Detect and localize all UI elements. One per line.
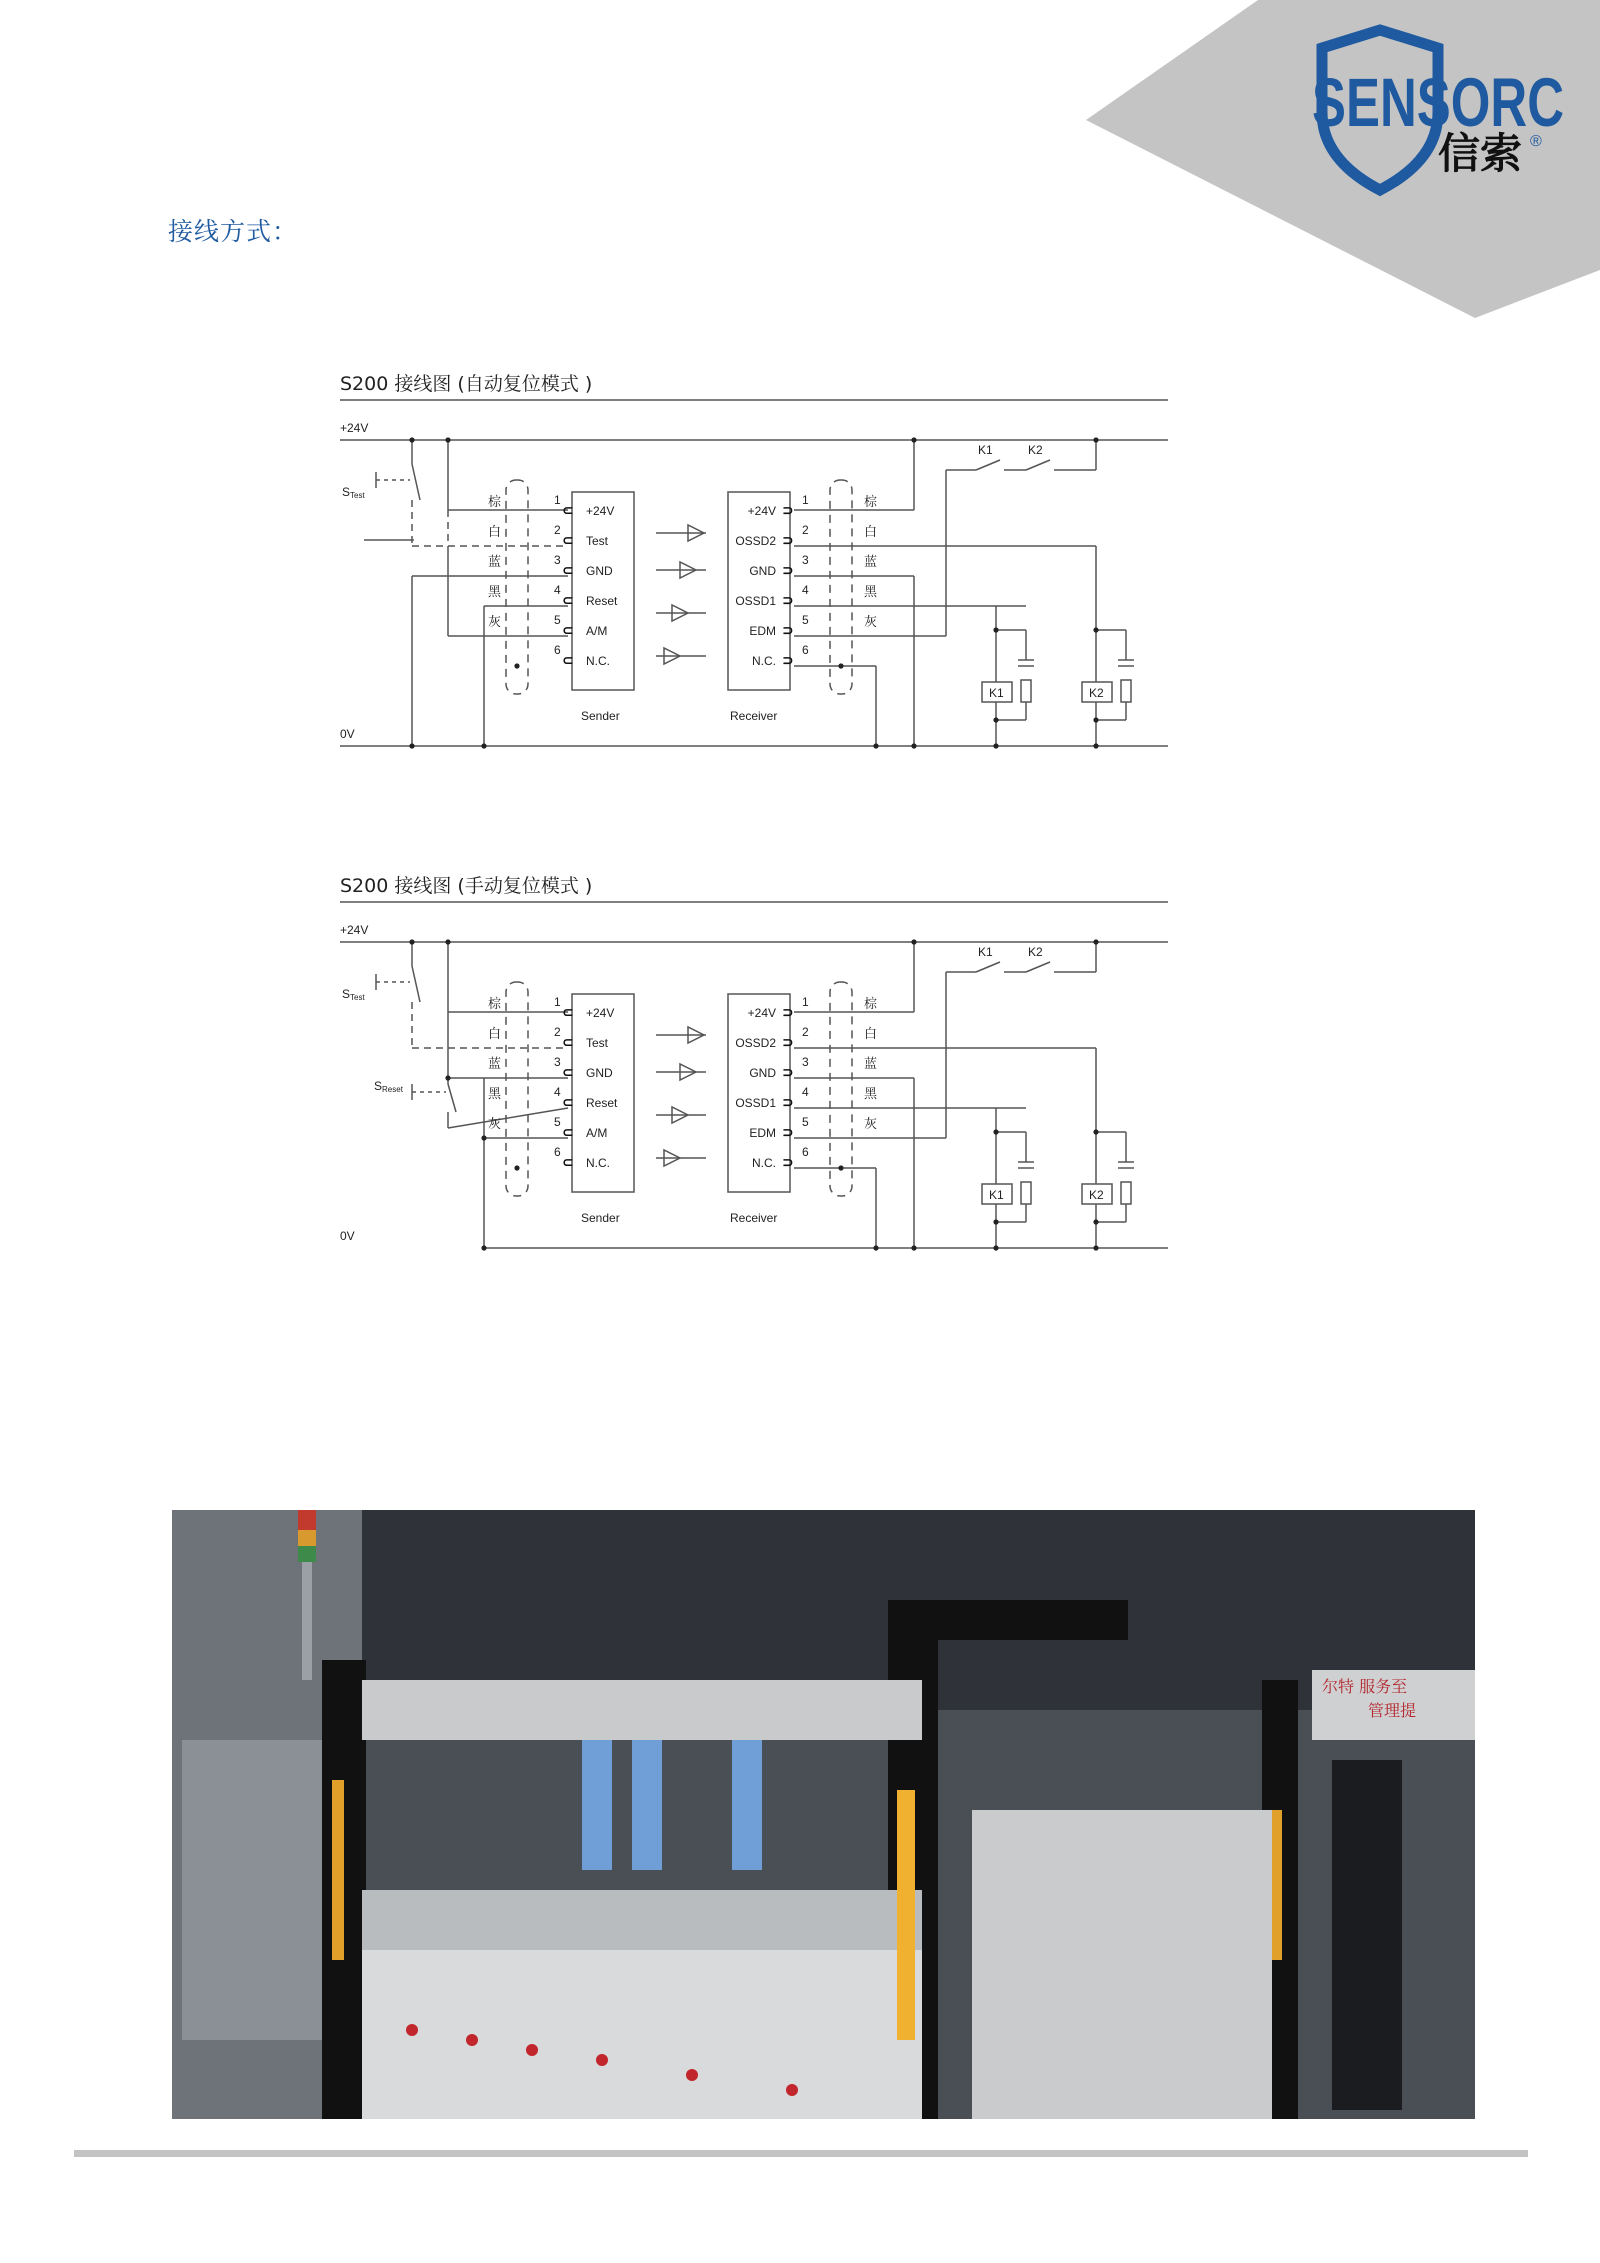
operator-silhouette (1332, 1760, 1402, 2110)
svg-text:⊃: ⊃ (782, 1094, 794, 1110)
blue-fixture-2 (632, 1740, 662, 1870)
light-beam-arrows (656, 1027, 706, 1166)
machine-deck (362, 1890, 922, 1950)
sender-label: Sender (581, 709, 620, 723)
receiver-pin-label-1: +24V (747, 504, 776, 518)
receiver-pin-label-3: GND (749, 1066, 776, 1080)
wire-color-labels (488, 494, 878, 629)
svg-text:⊃: ⊃ (782, 1124, 794, 1140)
emergency-button-4 (596, 2054, 608, 2066)
receiver-pin-label-6: N.C. (752, 654, 776, 668)
sender-pin-labels (586, 1006, 618, 1170)
sender-pin-number-1: 1 (554, 995, 561, 1009)
test-switch-label: STest (342, 987, 365, 1002)
sender-pin-number-5: 5 (554, 1115, 561, 1129)
receiver-pin-label-2: OSSD2 (735, 534, 776, 548)
receiver-pin-label-6: N.C. (752, 1156, 776, 1170)
svg-text:⊃: ⊃ (782, 1004, 794, 1020)
sender-pin-label-6: N.C. (586, 1156, 610, 1170)
cable-sheath-right (830, 982, 852, 1196)
receiver-pin-number-5: 5 (802, 613, 809, 627)
svg-text:⊂: ⊂ (562, 1004, 574, 1020)
relay-contact-label-k1: K1 (978, 443, 993, 457)
upper-gantry (362, 1680, 922, 1740)
relay-coil-label-k1: K1 (989, 1188, 1004, 1202)
receiver-label: Receiver (730, 1211, 778, 1225)
svg-text:⊂: ⊂ (562, 1034, 574, 1050)
safety-light-curtain-right (897, 1790, 915, 2040)
footer-rule (74, 2150, 1528, 2157)
sender-pin-label-1: +24V (586, 1006, 615, 1020)
safety-light-curtain-far (1272, 1810, 1282, 1960)
wire-color-right-4: 黑 (864, 1086, 878, 1101)
receiver-wires (794, 440, 1096, 746)
receiver-pin-number-4: 4 (802, 1085, 809, 1099)
sender-pin-label-3: GND (586, 564, 613, 578)
receiver-pin-labels (735, 1006, 776, 1170)
svg-text:⊃: ⊃ (782, 532, 794, 548)
wire-color-right-1: 棕 (864, 494, 878, 509)
relay-contacts (946, 440, 1096, 470)
ground-label: 0V (340, 727, 355, 741)
section-heading: 接线方式： (168, 217, 299, 246)
sender-pin-labels (586, 504, 618, 668)
relay-coil-label-k2: K2 (1089, 1188, 1104, 1202)
svg-text:⊂: ⊂ (562, 1124, 574, 1140)
svg-text:⊃: ⊃ (782, 652, 794, 668)
second-machine-body (972, 1810, 1272, 2119)
receiver-pin-number-6: 6 (802, 643, 809, 657)
svg-text:⊂: ⊂ (562, 1154, 574, 1170)
relay-coil-label-k1: K1 (989, 686, 1004, 700)
receiver-label: Receiver (730, 709, 778, 723)
receiver-pin-label-5: EDM (749, 624, 776, 638)
cable-sheath-left (506, 480, 528, 694)
svg-text:⊂: ⊂ (562, 1094, 574, 1110)
svg-text:⊃: ⊃ (782, 562, 794, 578)
receiver-pin-label-3: GND (749, 564, 776, 578)
receiver-pin-label-2: OSSD2 (735, 1036, 776, 1050)
wiring-diagram-manual-reset (336, 862, 1176, 1362)
wire-color-left-5: 灰 (488, 1116, 502, 1131)
svg-text:⊃: ⊃ (782, 1154, 794, 1170)
receiver-pin-number-6: 6 (802, 1145, 809, 1159)
sender-pin-number-5: 5 (554, 613, 561, 627)
test-switch (376, 942, 420, 1046)
cable-sheath-left (506, 982, 528, 1196)
wire-color-left-3: 蓝 (488, 1056, 502, 1071)
sender-pin-number-3: 3 (554, 553, 561, 567)
cable-sheath-right (830, 480, 852, 694)
sender-pin-label-5: A/M (586, 1126, 608, 1140)
svg-text:⊂: ⊂ (562, 502, 574, 518)
wire-color-right-3: 蓝 (864, 1056, 878, 1071)
factory-photo (172, 1510, 1475, 2119)
stack-light-red (298, 1510, 316, 1530)
sender-pin-number-2: 2 (554, 523, 561, 537)
receiver-pin-number-1: 1 (802, 995, 809, 1009)
diagram-title: S200 接线图 (自动复位模式 ) (340, 373, 593, 395)
wire-color-right-5: 灰 (864, 1116, 878, 1131)
svg-text:⊂: ⊂ (562, 652, 574, 668)
sender-pin-label-4: Reset (586, 1096, 618, 1110)
wire-color-left-1: 棕 (488, 494, 502, 509)
sender-pin-number-6: 6 (554, 1145, 561, 1159)
blue-fixture-3 (732, 1740, 762, 1870)
wire-color-left-4: 黑 (488, 584, 502, 599)
relay-contact-label-k1: K1 (978, 945, 993, 959)
reset-switch (412, 1078, 456, 1128)
wire-color-left-4: 黑 (488, 1086, 502, 1101)
sender-pin-label-5: A/M (586, 624, 608, 638)
wire-color-labels (488, 996, 878, 1131)
emergency-button-2 (466, 2034, 478, 2046)
receiver-pin-label-4: OSSD1 (735, 1096, 776, 1110)
header-corner-band (0, 0, 1600, 330)
sender-pin-label-3: GND (586, 1066, 613, 1080)
sender-pin-number-4: 4 (554, 583, 561, 597)
sender-pin-label-2: Test (586, 534, 609, 548)
emergency-button-1 (406, 2024, 418, 2036)
receiver-connector-glyphs (782, 502, 794, 668)
svg-text:⊃: ⊃ (782, 592, 794, 608)
test-switch (364, 440, 420, 544)
receiver-pin-number-4: 4 (802, 583, 809, 597)
wire-color-right-3: 蓝 (864, 554, 878, 569)
relay-contact-label-k2: K2 (1028, 443, 1043, 457)
stack-light-green (298, 1546, 316, 1562)
supply-label: +24V (340, 923, 369, 937)
svg-text:⊃: ⊃ (782, 622, 794, 638)
wire-color-left-1: 棕 (488, 996, 502, 1011)
svg-text:⊂: ⊂ (562, 532, 574, 548)
emergency-button-5 (686, 2069, 698, 2081)
receiver-pin-labels (735, 504, 776, 668)
sender-pin-label-6: N.C. (586, 654, 610, 668)
registered-mark: ® (1530, 133, 1542, 150)
wire-color-left-3: 蓝 (488, 554, 502, 569)
wire-color-right-4: 黑 (864, 584, 878, 599)
wire-color-left-2: 白 (488, 1026, 502, 1041)
receiver-wires (794, 942, 1096, 1248)
sender-pin-number-3: 3 (554, 1055, 561, 1069)
machine-top-frame (888, 1600, 1128, 1640)
wire-color-right-5: 灰 (864, 614, 878, 629)
emergency-button-3 (526, 2044, 538, 2056)
receiver-pin-number-5: 5 (802, 1115, 809, 1129)
svg-text:⊃: ⊃ (782, 1034, 794, 1050)
receiver-pin-number-3: 3 (802, 553, 809, 567)
wire-color-right-2: 白 (864, 1026, 878, 1041)
receiver-connector-glyphs (782, 1004, 794, 1170)
svg-text:⊂: ⊂ (562, 562, 574, 578)
banner-text-line-1: 尔特 服务至 (1322, 1677, 1408, 1696)
wire-color-left-5: 灰 (488, 614, 502, 629)
sender-pin-number-2: 2 (554, 1025, 561, 1039)
reset-switch-label: SReset (374, 1079, 403, 1094)
svg-text:⊃: ⊃ (782, 1064, 794, 1080)
brand-name: SENSORC (1312, 64, 1564, 141)
wiring-diagram-auto-reset (336, 360, 1176, 860)
svg-text:⊂: ⊂ (562, 1064, 574, 1080)
sender-pin-label-1: +24V (586, 504, 615, 518)
stack-light-amber (298, 1530, 316, 1546)
svg-text:⊂: ⊂ (562, 622, 574, 638)
sender-pin-label-2: Test (586, 1036, 609, 1050)
receiver-pin-number-3: 3 (802, 1055, 809, 1069)
machine-table (362, 1930, 922, 2119)
ground-label: 0V (340, 1229, 355, 1243)
sender-pin-number-6: 6 (554, 643, 561, 657)
banner-text-line-2: 管理提 (1368, 1701, 1417, 1720)
receiver-pin-number-2: 2 (802, 523, 809, 537)
svg-text:⊃: ⊃ (782, 502, 794, 518)
sender-pin-number-1: 1 (554, 493, 561, 507)
receiver-pin-label-5: EDM (749, 1126, 776, 1140)
safety-light-curtain-left (332, 1780, 344, 1960)
relay-contact-label-k2: K2 (1028, 945, 1043, 959)
wire-color-left-2: 白 (488, 524, 502, 539)
sender-label: Sender (581, 1211, 620, 1225)
receiver-pin-label-1: +24V (747, 1006, 776, 1020)
diagram-title: S200 接线图 (手动复位模式 ) (340, 875, 593, 897)
emergency-button-6 (786, 2084, 798, 2096)
test-switch-label: STest (342, 485, 365, 500)
svg-text:⊂: ⊂ (562, 592, 574, 608)
relay-coils (982, 546, 1134, 746)
sender-pin-number-4: 4 (554, 1085, 561, 1099)
relay-coils (982, 1048, 1134, 1248)
relay-contacts (946, 942, 1096, 972)
receiver-pin-number-1: 1 (802, 493, 809, 507)
supply-label: +24V (340, 421, 369, 435)
brand-name-cn: 信索 (1438, 129, 1523, 178)
wire-color-right-2: 白 (864, 524, 878, 539)
receiver-pin-number-2: 2 (802, 1025, 809, 1039)
light-beam-arrows (656, 525, 706, 664)
sender-pin-label-4: Reset (586, 594, 618, 608)
relay-coil-label-k2: K2 (1089, 686, 1104, 700)
blue-fixture-1 (582, 1740, 612, 1870)
wire-color-right-1: 棕 (864, 996, 878, 1011)
receiver-pin-label-4: OSSD1 (735, 594, 776, 608)
